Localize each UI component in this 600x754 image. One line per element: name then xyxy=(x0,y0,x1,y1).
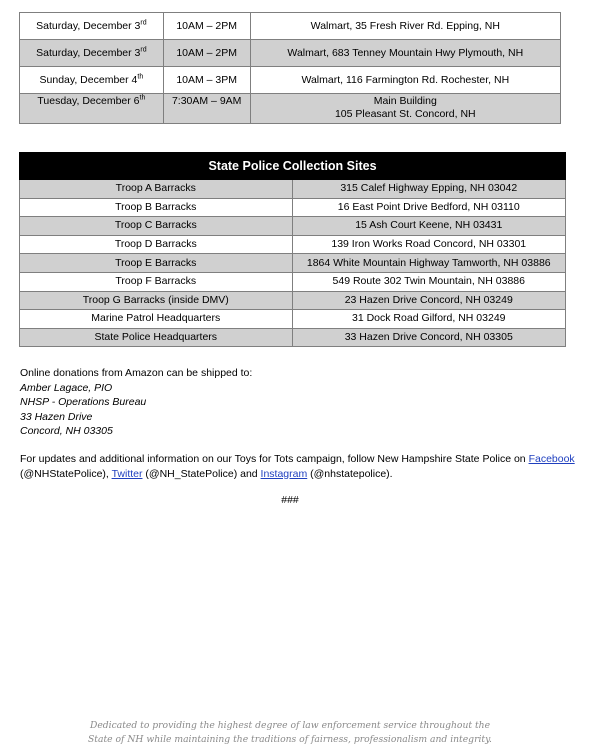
event-day: Tuesday, December 6th xyxy=(20,94,164,124)
end-mark: ### xyxy=(281,494,299,506)
table-row xyxy=(20,13,561,40)
shipping-dept: NHSP - Operations Bureau xyxy=(20,396,147,408)
site-address: 1864 White Mountain Highway Tamworth, NH 03886 xyxy=(292,254,565,273)
table-heading: State Police Collection Sites xyxy=(20,153,566,180)
amazon-section xyxy=(20,366,580,439)
shipping-city: Concord, NH 03305 xyxy=(20,425,113,437)
amazon-intro: Online donations from Amazon can be shipped to: xyxy=(20,367,253,379)
event-place: Walmart, 116 Farmington Rd. Rochester, NH xyxy=(250,67,560,94)
table-row xyxy=(20,310,566,329)
site-address: 315 Calef Highway Epping, NH 03042 xyxy=(292,180,565,199)
table-row xyxy=(20,328,566,347)
table-row xyxy=(20,235,566,254)
event-place: Walmart, 683 Tenney Mountain Hwy Plymouth, NH xyxy=(250,40,560,67)
event-place: Walmart, 35 Fresh River Rd. Epping, NH xyxy=(250,13,560,40)
site-name: Troop F Barracks xyxy=(20,272,293,291)
site-address: 33 Hazen Drive Concord, NH 03305 xyxy=(292,328,565,347)
site-name: State Police Headquarters xyxy=(20,328,293,347)
site-address: 549 Route 302 Twin Mountain, NH 03886 xyxy=(292,272,565,291)
shipping-name: Amber Lagace, PIO xyxy=(20,381,113,394)
facebook-link[interactable]: Facebook xyxy=(528,453,575,465)
site-address: 139 Iron Works Road Concord, NH 03301 xyxy=(292,235,565,254)
table-row xyxy=(20,180,566,199)
table-row xyxy=(20,94,561,124)
site-name: Troop A Barracks xyxy=(20,180,293,199)
footer-line: State of NH while maintaining the traditions of fairness, professionalism and integrity. xyxy=(88,734,492,745)
site-name: Troop E Barracks xyxy=(20,254,293,273)
table-row xyxy=(20,291,566,310)
site-address: 23 Hazen Drive Concord, NH 03249 xyxy=(292,291,565,310)
site-address: 15 Ash Court Keene, NH 03431 xyxy=(292,217,565,236)
site-name: Troop D Barracks xyxy=(20,235,293,254)
shipping-street: 33 Hazen Drive xyxy=(20,410,93,423)
event-day: Sunday, December 4th xyxy=(20,67,164,94)
table-row xyxy=(20,67,561,94)
table-row xyxy=(20,217,566,236)
event-day: Saturday, December 3rd xyxy=(20,13,164,40)
table-row xyxy=(20,272,566,291)
footer-motto xyxy=(0,719,580,747)
event-time: 7:30AM – 9AM xyxy=(163,94,250,124)
event-time: 10AM – 3PM xyxy=(163,67,250,94)
table-header-row xyxy=(20,153,566,180)
table-row xyxy=(20,40,561,67)
footer-line: Dedicated to providing the highest degree of law enforcement service throughout the xyxy=(89,720,491,731)
table-row xyxy=(20,254,566,273)
site-name: Troop B Barracks xyxy=(20,198,293,217)
site-name: Marine Patrol Headquarters xyxy=(20,310,293,329)
social-paragraph: For updates and additional information on our Toys for Tots campaign, follow New Hampshire State Police on Facebook (@NHStatePolice), Twitter (@NH_StatePolice) and Instagram (@nhstatepolice). xyxy=(20,453,575,480)
site-address: 16 East Point Drive Bedford, NH 03110 xyxy=(292,198,565,217)
site-address: 31 Dock Road Gilford, NH 03249 xyxy=(292,310,565,329)
site-name: Troop G Barracks (inside DMV) xyxy=(20,291,293,310)
event-place: Main Building 105 Pleasant St. Concord, NH xyxy=(250,94,560,124)
event-time: 10AM – 2PM xyxy=(163,13,250,40)
site-name: Troop C Barracks xyxy=(20,217,293,236)
police-sites-table xyxy=(19,152,566,347)
event-time: 10AM – 2PM xyxy=(163,40,250,67)
instagram-link[interactable]: Instagram xyxy=(260,467,308,480)
events-table xyxy=(19,12,561,124)
twitter-link[interactable]: Twitter xyxy=(111,467,143,480)
event-day: Saturday, December 3rd xyxy=(20,40,164,67)
table-row xyxy=(20,198,566,217)
